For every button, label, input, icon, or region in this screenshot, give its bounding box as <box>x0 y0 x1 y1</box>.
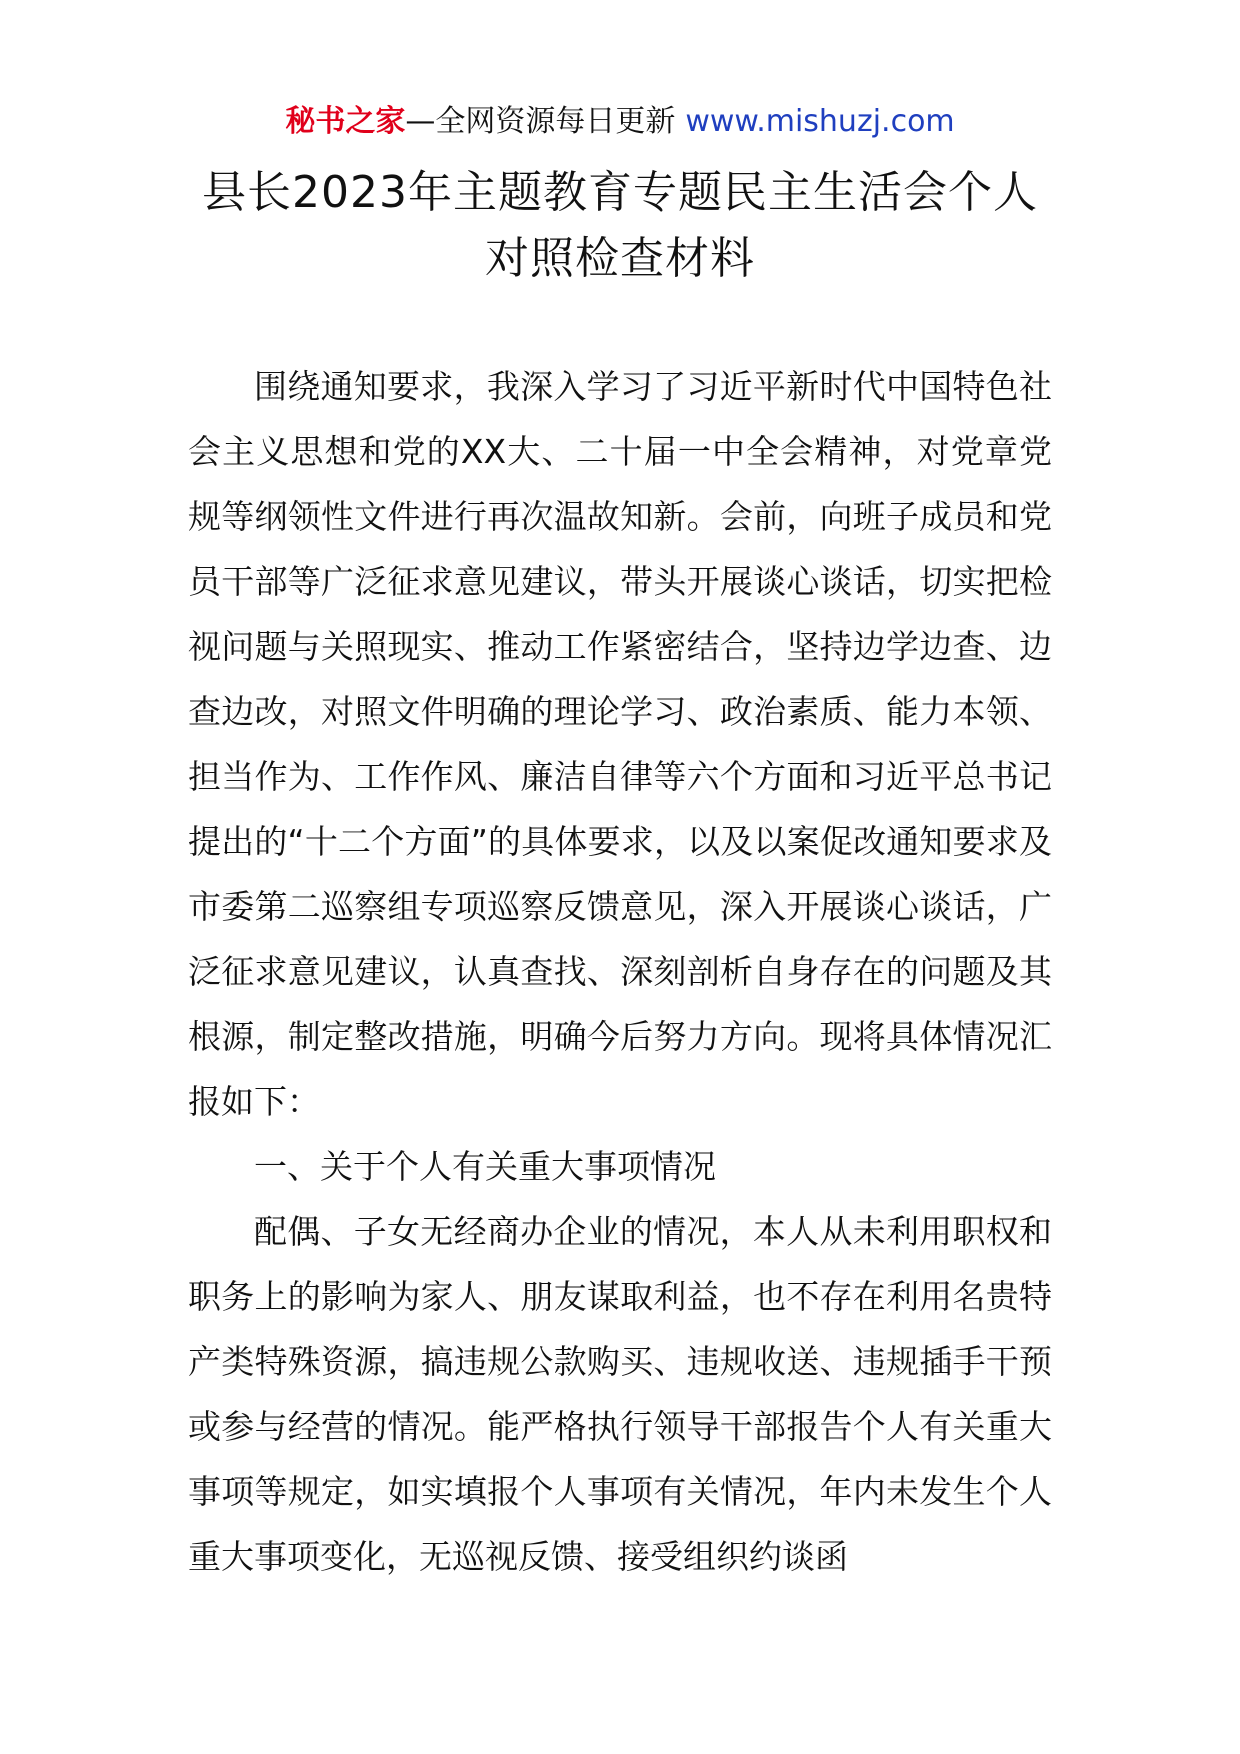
document-title <box>0 160 1240 292</box>
intro-paragraph: 围绕通知要求，我深入学习了习近平新时代中国特色社会主义思想和党的XX大、二十届一中全会精神，对党章党规等纲领性文件进行再次温故知新。会前，向班子成员和党员干部等广泛征求意见建议，带头开展谈心谈话，切实把检视问题与关照现实、推动工作紧密结合，坚持边学边查、边查边改，对照文件明确的理论学习、政治素质、能力本领、担当作为、工作作风、廉洁自律等六个方面和习近平总书记提出的“十二个方面”的具体要求，以及以案促改通知要求及市委第二巡察组专项巡察反馈意见，深入开展谈心谈话，广泛征求意见建议，认真查找、深刻剖析自身存在的问题及其根源，制定整改措施，明确今后努力方向。现将具体情况汇报如下： <box>188 367 1052 1121</box>
website-link[interactable]: www.mishuzj.com <box>685 104 955 139</box>
brand-slogan: —全网资源每日更新 <box>405 104 676 139</box>
section-heading: 一、关于个人有关重大事项情况 <box>254 1147 716 1186</box>
title-line-2: 对照检查材料 <box>485 233 755 284</box>
document-body <box>188 354 1052 1589</box>
source-banner <box>0 100 1240 144</box>
title-line-1: 县长2023年主题教育专题民主生活会个人 <box>202 167 1038 218</box>
brand-name: 秘书之家 <box>285 104 406 139</box>
section-paragraph: 配偶、子女无经商办企业的情况，本人从未利用职权和职务上的影响为家人、朋友谋取利益，也不存在利用名贵特产类特殊资源，搞违规公款购买、违规收送、违规插手干预或参与经营的情况。能严格执行领导干部报告个人有关重大事项等规定，如实填报个人事项有关情况，年内未发生个人重大事项变化，无巡视反馈、接受组织约谈函 <box>188 1212 1052 1576</box>
